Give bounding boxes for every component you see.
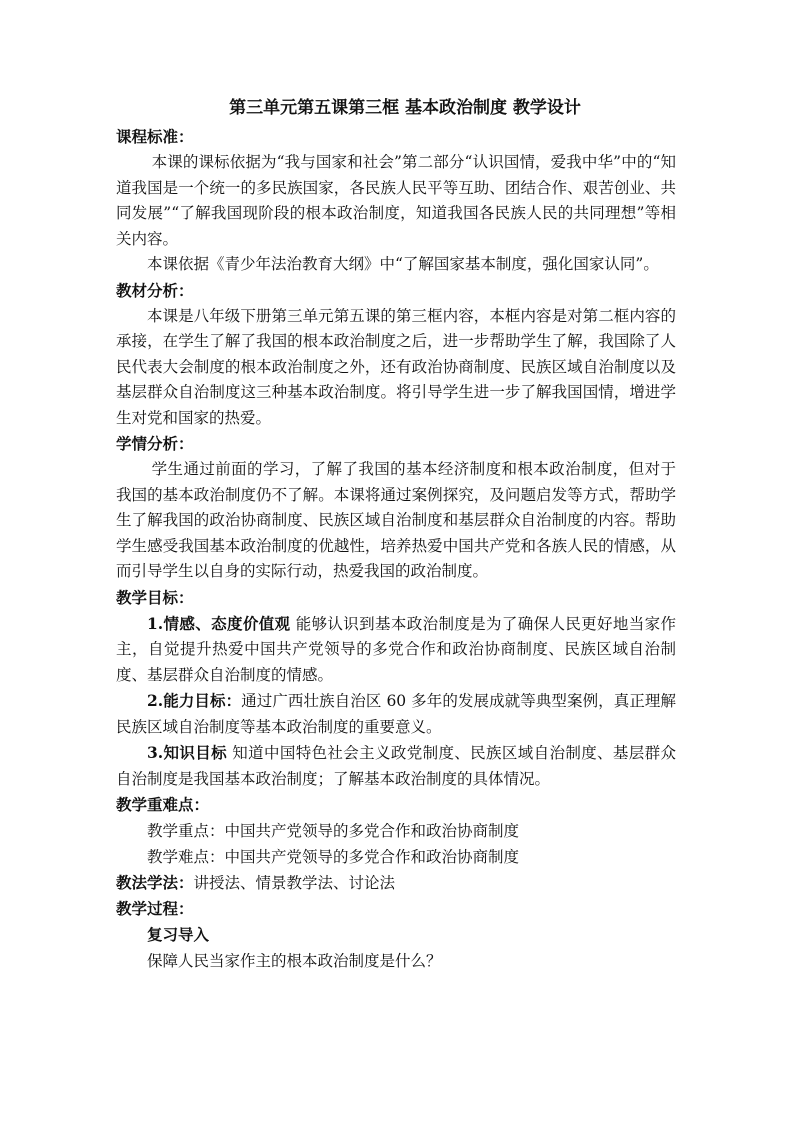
goal-2-label: 2.能力目标： — [147, 691, 242, 710]
process-question: 保障人民当家作主的根本政治制度是什么？ — [147, 952, 442, 970]
teaching-focus: 教学重点：中国共产党领导的多党合作和政治协商制度 — [147, 822, 520, 840]
goal-2-text: 通过广西壮族自治区 60 多年的发展成就等典型案例，真正理解民族区域自治制度等基本政治制度的重要意义。 — [116, 692, 676, 736]
methods-line — [116, 870, 676, 896]
goal-1-label: 1.情感、态度价值观 — [147, 613, 291, 633]
process-heading: 教学过程： — [116, 899, 194, 918]
document-title: 第三单元第五课第三框 基本政治制度 教学设计 — [229, 98, 581, 118]
student-analysis-paragraph: 学生通过前面的学习，了解了我国的基本经济制度和根本政治制度，但对于我国的基本政治制度仍不了解。本课将通过案例探究，及问题启发等方式，帮助学生了解我国的政治协商制度、民族区域自治制度和基层群众自治制度的内容。帮助学生感受我国基本政治制度的优越性，培养热爱中国共产党和各族人民的情感，从而引导学生以自身的实际行动，热爱我国的政治制度。 — [116, 460, 676, 580]
key-points-heading: 教学重难点： — [116, 795, 210, 814]
document-page — [116, 96, 676, 974]
textbook-analysis-paragraph: 本课是八年级下册第三单元第五课的第三框内容，本框内容是对第二框内容的承接，在学生了解了我国的根本政治制度之后，进一步帮助学生了解，我国除了人民代表大会制度的根本政治制度之外，还有政治协商制度、民族区域自治制度以及基层群众自治制度这三种基本政治制度。将引导学生进一步了解我国国情，增进学生对党和国家的热爱。 — [116, 306, 676, 427]
goal-3 — [116, 740, 676, 792]
teaching-goals-heading: 教学目标： — [116, 587, 194, 607]
curriculum-paragraph-2: 本课依据《青少年法治教育大纲》中“了解国家基本制度，强化国家认同”。 — [147, 255, 659, 273]
methods-heading: 教法学法： — [116, 873, 194, 892]
methods-text: 讲授法、情景教学法、讨论法 — [193, 874, 396, 892]
curriculum-paragraph-1: 本课的课标依据为“我与国家和社会”第二部分“认识国情，爱我中华”中的“知道我国是一个统一的多民族国家，各民族人民平等互助、团结合作、艰苦创业、共同发展”“了解我国现阶段的根本政治制度，知道我国各民族人民的共同理想”等相关内容。 — [116, 153, 676, 248]
student-analysis-heading: 学情分析： — [116, 434, 194, 453]
curriculum-heading: 课程标准： — [116, 127, 194, 146]
goal-1-text: 能够认识到基本政治制度是为了确保人民更好地当家作主，自觉提升热爱中国共产党领导的多党合作和政治协商制度、民族区域自治制度、基层群众自治制度的情感。 — [116, 614, 676, 684]
goal-3-text: 知道中国特色社会主义政党制度、民族区域自治制度、基层群众自治制度是我国基本政治制度；了解基本政治制度的具体情况。 — [116, 744, 676, 788]
goal-3-label: 3.知识目标 — [147, 743, 227, 762]
process-step-review-intro: 复习导入 — [147, 925, 210, 944]
goal-2 — [116, 688, 676, 740]
teaching-difficulty: 教学难点：中国共产党领导的多党合作和政治协商制度 — [147, 848, 520, 866]
goal-1 — [116, 611, 676, 689]
textbook-analysis-heading: 教材分析： — [116, 280, 194, 300]
